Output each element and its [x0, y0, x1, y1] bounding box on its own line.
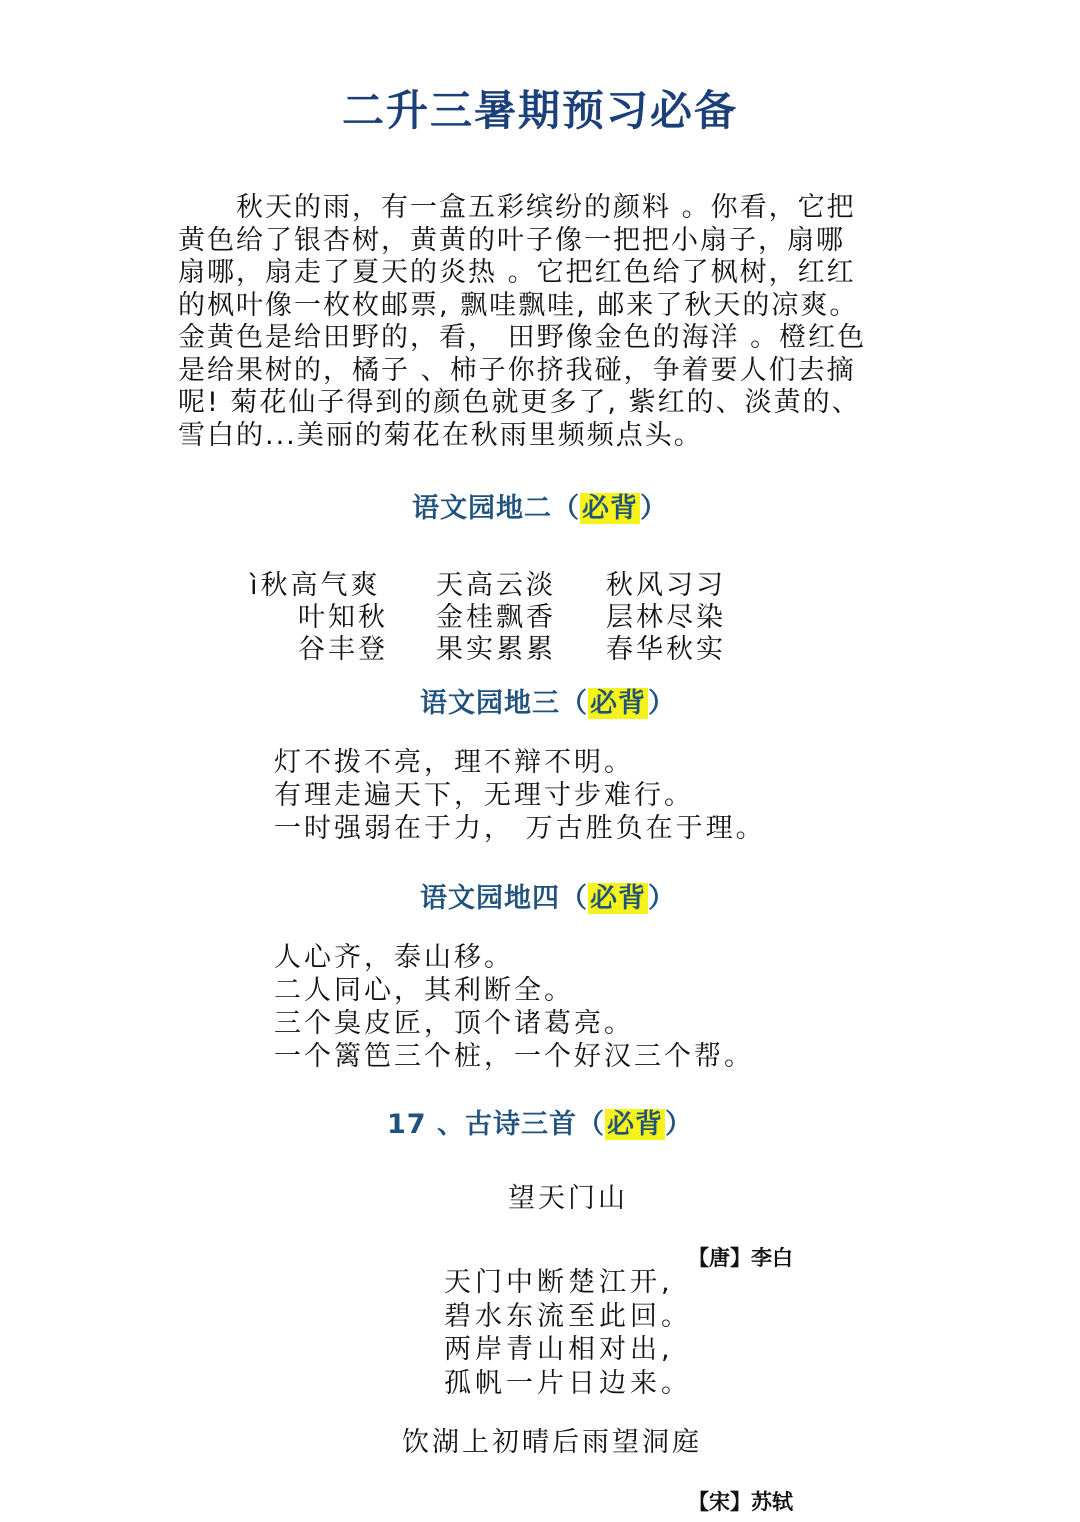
section-heading-ancient-poems — [0, 1102, 1080, 1141]
idiom: 天高云淡 — [436, 570, 556, 601]
page-title: 二升三暑期预习必备 — [341, 86, 738, 135]
sayings-block-3 — [274, 746, 766, 845]
idiom: 层林尽染 — [606, 602, 726, 633]
saying-line: 三个臭皮匠，顶个诸葛亮。 — [274, 1008, 634, 1039]
saying-line: 二人同心，其利断全。 — [274, 975, 574, 1006]
passage-line: 是给果树的，橘子 、柿子你挤我碰，争着要人们去摘 — [178, 354, 856, 386]
idiom: 金桂飘香 — [436, 602, 556, 633]
idiom: ì秋高气爽 — [250, 570, 381, 601]
passage-line: 金黄色是给田野的，看， 田野像金色的海洋 。橙红色 — [178, 322, 867, 353]
saying-line: 人心齐，泰山移。 — [274, 942, 514, 973]
poem-author: 【宋】苏轼 — [688, 1490, 793, 1514]
reading-passage — [178, 192, 910, 452]
section-heading-close: ） — [664, 1109, 693, 1140]
sayings-block-4 — [274, 941, 754, 1073]
poem-line: 孤帆一片日边来。 — [444, 1367, 692, 1399]
saying-line: 灯不拨不亮，理不辩不明。 — [274, 747, 634, 778]
section-heading-yuwen-3 — [8, 681, 1080, 720]
section-heading-label: 语文园地二（ — [412, 493, 580, 524]
idiom: 春华秋实 — [606, 634, 726, 665]
idiom: 叶知秋 — [298, 602, 388, 633]
saying-line: 一时强弱在于力， 万古胜负在于理。 — [274, 813, 766, 844]
passage-line: 的枫叶像一枚枚邮票, 飘哇飘哇, 邮来了秋天的凉爽。 — [178, 289, 859, 321]
section-heading-label: 语文园地四（ — [420, 883, 588, 914]
section-heading-close: ） — [648, 688, 676, 719]
passage-line: 秋天的雨，有一盒五彩缤纷的颜料 。你看，它把 — [178, 192, 856, 223]
section-heading-close: ） — [648, 883, 676, 914]
must-memorize-badge: 必背 — [582, 493, 638, 524]
poem-title: 饮湖上初晴后雨望洞庭 — [402, 1427, 702, 1458]
section-heading-close: ） — [640, 493, 668, 524]
poem-line: 两岸青山相对出, — [444, 1334, 674, 1365]
section-heading-yuwen-2 — [0, 486, 1080, 525]
saying-line: 一个篱笆三个桩，一个好汉三个帮。 — [274, 1041, 754, 1072]
poem-line: 碧水东流至此回。 — [444, 1300, 692, 1332]
saying-line: 有理走遍天下，无理寸步难行。 — [274, 780, 694, 811]
must-memorize-badge: 必背 — [590, 688, 646, 719]
section-heading-label: 17 、古诗三首（ — [387, 1109, 605, 1140]
idiom: 秋风习习 — [606, 570, 726, 601]
poem-author: 【唐】李白 — [688, 1246, 793, 1270]
must-memorize-badge: 必背 — [590, 883, 646, 914]
must-memorize-badge: 必背 — [606, 1109, 663, 1140]
passage-line: 扇哪，扇走了夏天的炎热 。它把红色给了枫树，红红 — [178, 257, 856, 288]
poem-line: 天门中断楚江开, — [444, 1267, 674, 1298]
passage-line: 雪白的...美丽的菊花在秋雨里频频点头。 — [178, 419, 703, 451]
idiom: 果实累累 — [436, 634, 556, 665]
section-heading-yuwen-4 — [8, 876, 1080, 915]
passage-line: 呢! 菊花仙子得到的颜色就更多了, 紫红的、淡黄的、 — [178, 387, 861, 418]
section-heading-label: 语文园地三（ — [420, 688, 588, 719]
poem-body — [444, 1266, 692, 1400]
idiom: 谷丰登 — [298, 634, 388, 665]
passage-line: 黄色给了银杏树，黄黄的叶子像一把把小扇子，扇哪 — [178, 224, 845, 256]
poem-title: 望天门山 — [508, 1183, 628, 1214]
